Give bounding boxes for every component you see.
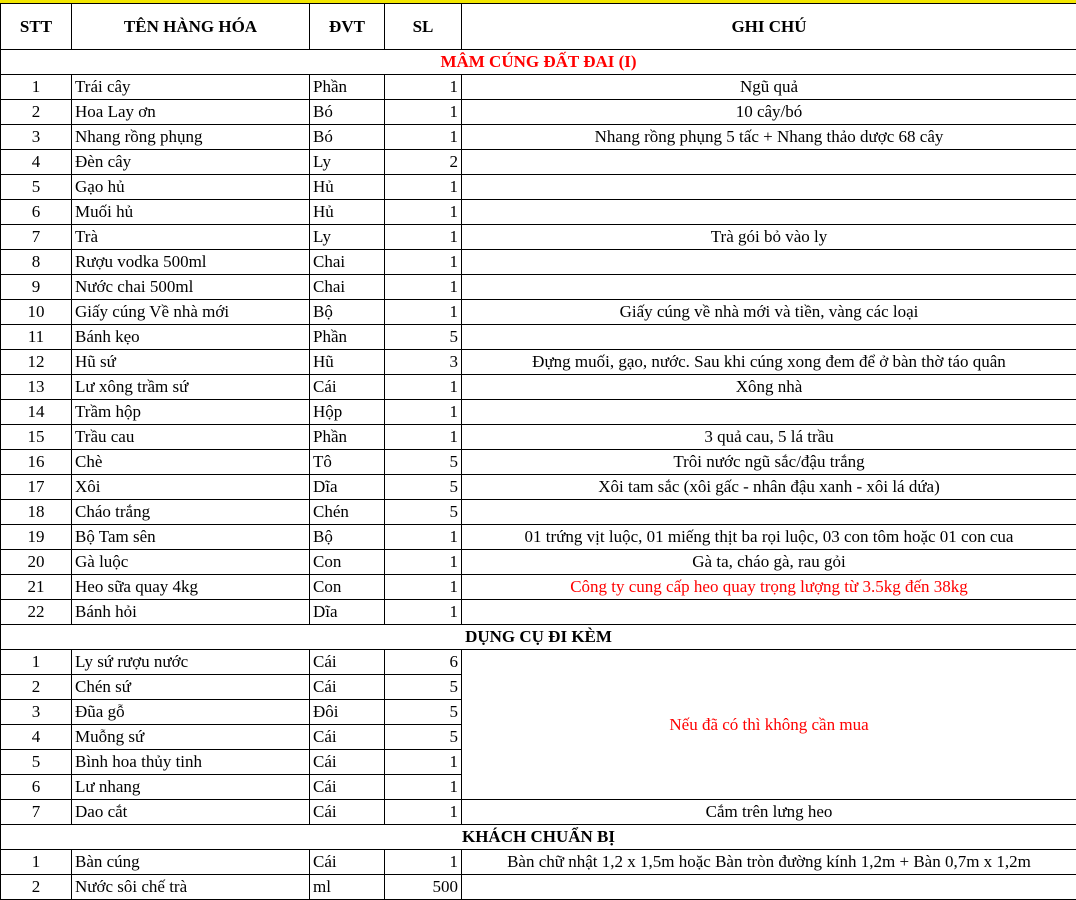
row-note: Xông nhà <box>462 375 1076 400</box>
row-quantity: 6 <box>385 650 462 675</box>
row-quantity: 5 <box>385 475 462 500</box>
row-quantity: 5 <box>385 500 462 525</box>
row-unit: Bộ <box>310 300 385 325</box>
row-note <box>462 250 1076 275</box>
row-note <box>462 150 1076 175</box>
row-stt: 7 <box>1 225 72 250</box>
table-row <box>1 525 1076 550</box>
row-unit: Chai <box>310 250 385 275</box>
table-row <box>1 150 1076 175</box>
row-stt: 8 <box>1 250 72 275</box>
table-row <box>1 300 1076 325</box>
row-stt: 22 <box>1 600 72 625</box>
row-stt: 21 <box>1 575 72 600</box>
merged-note: Nếu đã có thì không cần mua <box>462 650 1076 800</box>
table-row <box>1 100 1076 125</box>
row-unit: Cái <box>310 750 385 775</box>
row-stt: 5 <box>1 175 72 200</box>
row-quantity: 5 <box>385 725 462 750</box>
table-row <box>1 125 1076 150</box>
table-row <box>1 325 1076 350</box>
row-note <box>462 175 1076 200</box>
row-stt: 17 <box>1 475 72 500</box>
row-unit: Hũ <box>310 350 385 375</box>
row-unit: Bó <box>310 125 385 150</box>
table-row <box>1 575 1076 600</box>
row-unit: Con <box>310 575 385 600</box>
row-item-name: Trà <box>72 225 310 250</box>
row-note: Nhang rồng phụng 5 tấc + Nhang thảo dược 68 cây <box>462 125 1076 150</box>
table-row <box>1 850 1076 875</box>
row-stt: 1 <box>1 75 72 100</box>
row-unit: Chén <box>310 500 385 525</box>
row-quantity: 3 <box>385 350 462 375</box>
row-item-name: Chè <box>72 450 310 475</box>
row-stt: 9 <box>1 275 72 300</box>
row-note <box>462 400 1076 425</box>
row-item-name: Trầm hộp <box>72 400 310 425</box>
row-stt: 18 <box>1 500 72 525</box>
section-header-row <box>1 625 1076 650</box>
row-item-name: Rượu vodka 500ml <box>72 250 310 275</box>
row-quantity: 1 <box>385 175 462 200</box>
row-note: 3 quả cau, 5 lá trầu <box>462 425 1076 450</box>
row-unit: Ly <box>310 150 385 175</box>
row-quantity: 5 <box>385 325 462 350</box>
table-row <box>1 275 1076 300</box>
row-unit: Hủ <box>310 200 385 225</box>
table-row <box>1 75 1076 100</box>
row-quantity: 1 <box>385 200 462 225</box>
table-row <box>1 875 1076 900</box>
row-unit: Cái <box>310 775 385 800</box>
row-unit: Cái <box>310 800 385 825</box>
table-row <box>1 250 1076 275</box>
row-unit: Cái <box>310 375 385 400</box>
row-stt: 13 <box>1 375 72 400</box>
row-quantity: 1 <box>385 225 462 250</box>
row-quantity: 1 <box>385 550 462 575</box>
row-item-name: Lư xông trầm sứ <box>72 375 310 400</box>
row-item-name: Ly sứ rượu nước <box>72 650 310 675</box>
table-row <box>1 425 1076 450</box>
row-stt: 3 <box>1 125 72 150</box>
row-stt: 2 <box>1 100 72 125</box>
row-stt: 12 <box>1 350 72 375</box>
row-stt: 4 <box>1 725 72 750</box>
row-stt: 7 <box>1 800 72 825</box>
row-quantity: 2 <box>385 150 462 175</box>
row-stt: 2 <box>1 675 72 700</box>
table-row <box>1 175 1076 200</box>
row-quantity: 1 <box>385 300 462 325</box>
row-stt: 4 <box>1 150 72 175</box>
row-item-name: Nước sôi chế trà <box>72 875 310 900</box>
row-unit: Bó <box>310 100 385 125</box>
row-unit: Cái <box>310 675 385 700</box>
row-unit: Dĩa <box>310 475 385 500</box>
row-stt: 16 <box>1 450 72 475</box>
row-quantity: 1 <box>385 100 462 125</box>
row-unit: Chai <box>310 275 385 300</box>
row-item-name: Đèn cây <box>72 150 310 175</box>
row-stt: 10 <box>1 300 72 325</box>
row-note <box>462 500 1076 525</box>
row-item-name: Cháo trắng <box>72 500 310 525</box>
row-quantity: 1 <box>385 425 462 450</box>
row-unit: Cái <box>310 725 385 750</box>
row-item-name: Nhang rồng phụng <box>72 125 310 150</box>
row-unit: Ly <box>310 225 385 250</box>
row-quantity: 5 <box>385 700 462 725</box>
header-stt: STT <box>1 4 72 50</box>
header-row <box>1 4 1076 50</box>
row-unit: Con <box>310 550 385 575</box>
row-quantity: 1 <box>385 750 462 775</box>
table-body <box>1 50 1076 900</box>
row-quantity: 1 <box>385 850 462 875</box>
header-name: TÊN HÀNG HÓA <box>72 4 310 50</box>
row-stt: 20 <box>1 550 72 575</box>
row-item-name: Gà luộc <box>72 550 310 575</box>
row-item-name: Trầu cau <box>72 425 310 450</box>
row-item-name: Dao cắt <box>72 800 310 825</box>
header-note: GHI CHÚ <box>462 4 1076 50</box>
row-quantity: 500 <box>385 875 462 900</box>
row-stt: 1 <box>1 850 72 875</box>
row-unit: Đôi <box>310 700 385 725</box>
table-row <box>1 225 1076 250</box>
section-title: MÂM CÚNG ĐẤT ĐAI (I) <box>1 50 1076 75</box>
row-unit: Tô <box>310 450 385 475</box>
row-item-name: Trái cây <box>72 75 310 100</box>
row-item-name: Bộ Tam sên <box>72 525 310 550</box>
row-note: Ngũ quả <box>462 75 1076 100</box>
row-item-name: Muối hủ <box>72 200 310 225</box>
row-note: Công ty cung cấp heo quay trọng lượng từ 3.5kg đến 38kg <box>462 575 1076 600</box>
row-stt: 11 <box>1 325 72 350</box>
table-row <box>1 400 1076 425</box>
section-header-row <box>1 825 1076 850</box>
row-quantity: 5 <box>385 675 462 700</box>
row-unit: Phần <box>310 425 385 450</box>
row-item-name: Xôi <box>72 475 310 500</box>
row-note: 10 cây/bó <box>462 100 1076 125</box>
row-item-name: Gạo hủ <box>72 175 310 200</box>
row-note <box>462 200 1076 225</box>
row-item-name: Lư nhang <box>72 775 310 800</box>
row-item-name: Nước chai 500ml <box>72 275 310 300</box>
row-item-name: Bánh hỏi <box>72 600 310 625</box>
row-quantity: 1 <box>385 75 462 100</box>
row-note: Trôi nước ngũ sắc/đậu trắng <box>462 450 1076 475</box>
row-item-name: Bánh kẹo <box>72 325 310 350</box>
table-row <box>1 550 1076 575</box>
row-quantity: 1 <box>385 800 462 825</box>
row-unit: Cái <box>310 650 385 675</box>
row-unit: Cái <box>310 850 385 875</box>
row-stt: 6 <box>1 775 72 800</box>
row-stt: 5 <box>1 750 72 775</box>
row-unit: Bộ <box>310 525 385 550</box>
row-stt: 1 <box>1 650 72 675</box>
row-note: Bàn chữ nhật 1,2 x 1,5m hoặc Bàn tròn đường kính 1,2m + Bàn 0,7m x 1,2m <box>462 850 1076 875</box>
row-stt: 14 <box>1 400 72 425</box>
row-stt: 3 <box>1 700 72 725</box>
row-note: Gà ta, cháo gà, rau gỏi <box>462 550 1076 575</box>
row-item-name: Hũ sứ <box>72 350 310 375</box>
row-item-name: Bình hoa thủy tinh <box>72 750 310 775</box>
row-stt: 19 <box>1 525 72 550</box>
row-quantity: 1 <box>385 775 462 800</box>
section-title: KHÁCH CHUẨN BỊ <box>1 825 1076 850</box>
row-item-name: Heo sữa quay 4kg <box>72 575 310 600</box>
row-note: Xôi tam sắc (xôi gấc - nhân đậu xanh - xôi lá dứa) <box>462 475 1076 500</box>
row-quantity: 1 <box>385 525 462 550</box>
row-unit: Phần <box>310 325 385 350</box>
row-quantity: 1 <box>385 575 462 600</box>
row-note: Giấy cúng về nhà mới và tiền, vàng các loại <box>462 300 1076 325</box>
row-item-name: Bàn cúng <box>72 850 310 875</box>
table-row <box>1 800 1076 825</box>
row-note <box>462 600 1076 625</box>
row-note <box>462 275 1076 300</box>
row-unit: Dĩa <box>310 600 385 625</box>
table-row <box>1 600 1076 625</box>
row-note: 01 trứng vịt luộc, 01 miếng thịt ba rọi luộc, 03 con tôm hoặc 01 con cua <box>462 525 1076 550</box>
header-unit: ĐVT <box>310 4 385 50</box>
table-row <box>1 375 1076 400</box>
section-title: DỤNG CỤ ĐI KÈM <box>1 625 1076 650</box>
row-item-name: Muỗng sứ <box>72 725 310 750</box>
row-quantity: 1 <box>385 600 462 625</box>
row-note <box>462 325 1076 350</box>
row-note <box>462 875 1076 900</box>
section-header-row <box>1 50 1076 75</box>
row-stt: 15 <box>1 425 72 450</box>
header-qty: SL <box>385 4 462 50</box>
row-unit: Phần <box>310 75 385 100</box>
row-quantity: 1 <box>385 250 462 275</box>
table-row <box>1 350 1076 375</box>
table-row <box>1 200 1076 225</box>
row-quantity: 5 <box>385 450 462 475</box>
table-row <box>1 475 1076 500</box>
row-note: Cắm trên lưng heo <box>462 800 1076 825</box>
table-row <box>1 650 1076 675</box>
row-note: Trà gói bỏ vào ly <box>462 225 1076 250</box>
row-stt: 6 <box>1 200 72 225</box>
table-row <box>1 500 1076 525</box>
row-quantity: 1 <box>385 400 462 425</box>
row-item-name: Đũa gỗ <box>72 700 310 725</box>
item-table <box>0 3 1076 900</box>
row-quantity: 1 <box>385 125 462 150</box>
row-unit: Hộp <box>310 400 385 425</box>
row-item-name: Chén sứ <box>72 675 310 700</box>
row-note: Đựng muối, gạo, nước. Sau khi cúng xong đem để ở bàn thờ táo quân <box>462 350 1076 375</box>
table-row <box>1 450 1076 475</box>
row-unit: Hủ <box>310 175 385 200</box>
row-quantity: 1 <box>385 275 462 300</box>
row-quantity: 1 <box>385 375 462 400</box>
row-item-name: Hoa Lay ơn <box>72 100 310 125</box>
row-item-name: Giấy cúng Về nhà mới <box>72 300 310 325</box>
row-unit: ml <box>310 875 385 900</box>
row-stt: 2 <box>1 875 72 900</box>
